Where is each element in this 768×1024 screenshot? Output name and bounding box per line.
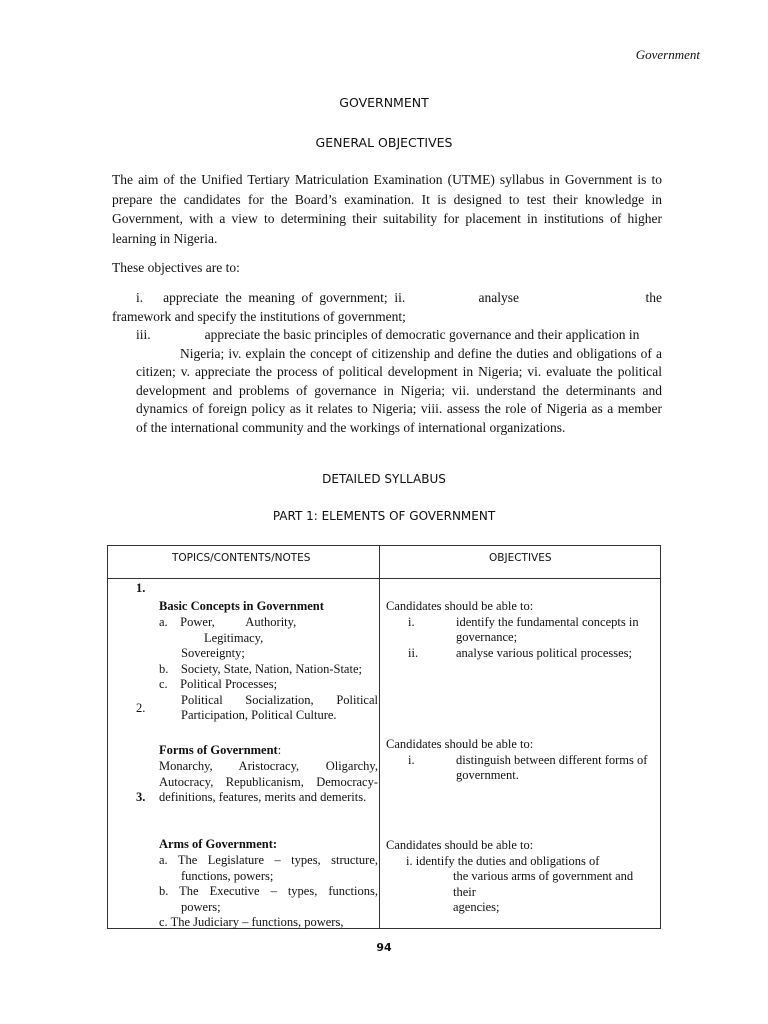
- intro-paragraph: [112, 170, 662, 248]
- objective-item: [386, 768, 658, 784]
- objective-item: [386, 615, 658, 631]
- objectives-intro: Candidates should be able to:: [386, 838, 534, 852]
- objectives-intro: Candidates should be able to:: [386, 737, 534, 751]
- objective-line: citizen; v. appreciate the process of political development in Nigeria; vi. evaluate the political: [136, 364, 662, 379]
- section-items: [159, 853, 378, 931]
- objective-line: dynamics of foreign policy as it relates to Nigeria; viii. assess the role of Nigeria as a member: [136, 401, 662, 416]
- objective-item: agencies;: [453, 900, 500, 914]
- list-item: Autocracy, Republicanism, Democracy-: [159, 774, 378, 789]
- section-items: [159, 615, 378, 724]
- objective-item: [386, 753, 658, 769]
- list-item: Monarchy, Aristocracy, Oligarchy,: [159, 759, 378, 773]
- objective-item: i. identify the duties and obligations of: [406, 853, 600, 868]
- objective-item: [386, 630, 658, 646]
- section-number: 2.: [136, 701, 146, 715]
- objective-text: analyse various political processes;: [456, 645, 632, 660]
- list-item: Participation, Political Culture.: [181, 708, 337, 722]
- objective-text: governance;: [456, 630, 518, 644]
- running-header: Government: [635, 47, 700, 62]
- syllabus-table: [107, 545, 661, 929]
- objective-line: i. appreciate the meaning of government; ii. analyse the: [136, 290, 662, 305]
- list-item: c. The Judiciary – functions, powers,: [159, 915, 344, 929]
- objective-number: i.: [408, 752, 415, 767]
- table-header-divider: [108, 578, 660, 579]
- objectives-intro: These objectives are to:: [112, 260, 240, 275]
- objective-item: [386, 646, 658, 662]
- section-title: Basic Concepts in Government: [159, 599, 324, 613]
- section-number: 1.: [136, 581, 146, 595]
- section-objectives: [386, 599, 658, 661]
- section-title: Arms of Government:: [159, 837, 278, 851]
- objectives-intro: Candidates should be able to:: [386, 599, 534, 613]
- list-item: a. Power, Authority,: [159, 615, 297, 629]
- objective-line: Nigeria; iv. explain the concept of citizenship and define the duties and obligations of a: [180, 345, 662, 361]
- intro-line: prepare the candidates for the Board’s examination. It is designed to test their knowledge in: [112, 191, 662, 207]
- section-title-wrap: [159, 743, 281, 759]
- objective-item: the various arms of government and their: [453, 869, 634, 899]
- objective-line: of the international community and the workings of international organizations.: [136, 419, 566, 435]
- list-item: powers;: [181, 899, 221, 914]
- detailed-syllabus-heading: DETAILED SYLLABUS: [322, 472, 446, 486]
- objective-line: iii. appreciate the basic principles of democratic governance and their application in: [136, 327, 640, 342]
- list-item: a. The Legislature – types, structure,: [159, 853, 378, 867]
- table-column-divider: [379, 546, 380, 928]
- list-item: Legitimacy,: [204, 630, 264, 645]
- intro-line: Government, with a view to determining their suitability for placement in institutions of higher: [112, 211, 662, 226]
- section-title-suffix: :: [277, 743, 282, 757]
- intro-line: The aim of the Unified Tertiary Matriculation Examination (UTME) syllabus in Government is to: [112, 172, 662, 187]
- list-item: Sovereignty;: [181, 646, 245, 660]
- section-objectives: [386, 737, 658, 784]
- objective-number: ii.: [408, 645, 419, 660]
- document-title: GOVERNMENT: [339, 95, 429, 110]
- objective-line: framework and specify the institutions of government;: [112, 308, 406, 324]
- objective-text: government.: [456, 768, 519, 782]
- objective-line: development and problems of governance in Nigeria; vii. understand the determinants and: [136, 382, 662, 398]
- list-item: b. The Executive – types, functions,: [159, 884, 378, 898]
- general-objectives-heading: GENERAL OBJECTIVES: [315, 135, 453, 150]
- topics-column-header: TOPICS/CONTENTS/NOTES: [172, 552, 311, 564]
- section-objectives: [386, 838, 658, 916]
- page-number: 94: [376, 941, 392, 954]
- section-title: Forms of Government: [159, 743, 278, 757]
- objectives-list: [112, 289, 662, 437]
- part-heading: PART 1: ELEMENTS OF GOVERNMENT: [272, 509, 496, 523]
- objective-number: [386, 768, 448, 784]
- objective-text: identify the fundamental concepts in: [456, 614, 639, 629]
- list-item: Political Socialization, Political: [181, 692, 378, 707]
- list-item: definitions, features, merits and demerits.: [159, 790, 367, 804]
- objective-text: distinguish between different forms of: [456, 752, 648, 767]
- list-item: functions, powers;: [181, 868, 274, 883]
- intro-line: learning in Nigeria.: [112, 230, 218, 246]
- objective-number: [386, 630, 448, 646]
- section-lines: [159, 759, 378, 806]
- objective-number: i.: [408, 614, 415, 629]
- section-number: 3.: [136, 790, 146, 804]
- list-item: b. Society, State, Nation, Nation-State;: [159, 661, 362, 676]
- list-item: c. Political Processes;: [159, 677, 278, 691]
- objectives-column-header: OBJECTIVES: [489, 552, 552, 564]
